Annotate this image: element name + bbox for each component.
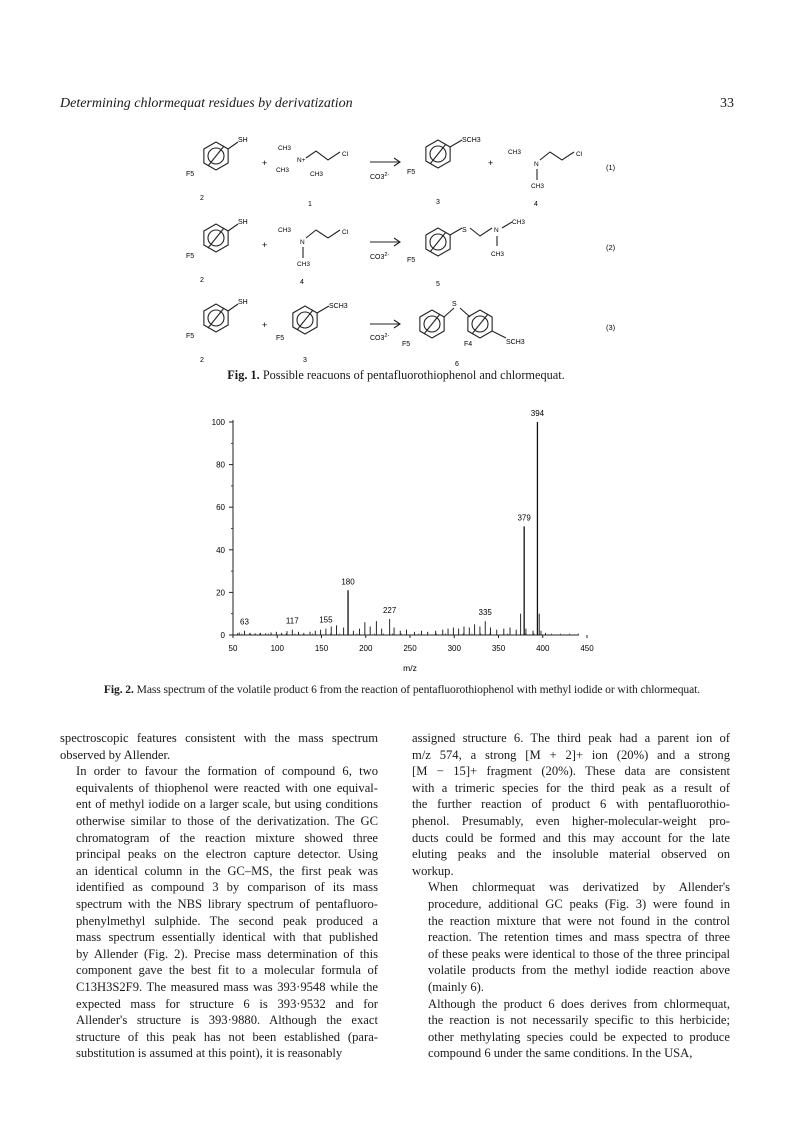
reaction-arrow-2 [370, 238, 400, 246]
s-label-5: S [462, 227, 467, 234]
peak-label-155: 155 [319, 615, 333, 625]
text-line: When chlormequat was derivatized by Allender's [428, 880, 730, 895]
compound-number-1: 1 [308, 201, 312, 208]
figure-2-caption [42, 683, 762, 696]
reactant-2-row1-number: 2 [200, 195, 204, 202]
figure-1-caption [0, 368, 792, 383]
chain-4-row2 [306, 230, 340, 238]
text-line: mass spectrum essentially identical with that published [76, 930, 378, 945]
figure-2-caption-text: Mass spectrum of the volatile product 6 from the reaction of pentafluorothiophenol with methyl iodide or with chlormequat. [136, 683, 701, 696]
reaction-number-3: (3) [606, 323, 616, 332]
text-line: by Allender (Fig. 2). Precise mass determination of this [76, 946, 378, 961]
x-tick-label: 450 [580, 644, 594, 653]
product-3-bond [450, 140, 462, 147]
x-tick-label: 200 [359, 644, 373, 653]
text-line: ent of methyl iodide on a larger scale, but using conditions [76, 797, 378, 812]
compound-number-6: 6 [455, 361, 459, 368]
text-line: otherwise similar to those of the derivatization. The GC [76, 813, 378, 828]
text-line: ducts could be formed and this may account for the late [412, 830, 730, 845]
ch3-label-1c: CH3 [310, 171, 324, 178]
peak-label-63: 63 [240, 617, 249, 627]
figure-2-label: Fig. 2. [103, 683, 134, 696]
text-line: m/z 574, a strong [M + 2]+ ion (20%) and a strong [412, 747, 730, 762]
right-text-column [412, 730, 730, 1062]
ch3-label-1a: CH3 [278, 145, 292, 152]
x-tick-label: 350 [491, 644, 506, 653]
f5-label-product-6: F5 [402, 341, 411, 348]
right-column-paragraph-3 [412, 996, 730, 1062]
reaction-number-1: (1) [606, 163, 616, 172]
cl-label-4: Cl [576, 151, 583, 158]
text-line: component gave the best fit to a molecular formula of [76, 963, 378, 978]
text-line: In order to favour the formation of compound 6, two [76, 764, 378, 779]
text-line: compound 6 under the same conditions. In the USA, [428, 1046, 693, 1061]
text-line: phenol. Presumably, even higher-molecular-weight pro- [412, 813, 730, 828]
text-line: spectrum with the NBS library spectrum of pentafluoro- [76, 896, 378, 911]
product-5-methyl-bond [502, 222, 512, 228]
text-line: the further reaction of product 6 with pentafluorothio- [412, 797, 730, 812]
reactant-2-row1-bond [228, 142, 238, 149]
plus-sign-row2: + [262, 240, 268, 250]
ch3-label-4b: CH3 [531, 183, 545, 190]
x-tick-label: 400 [536, 644, 550, 653]
text-line: C13H3S2F9. The measured mass was 393·9548 while the [76, 979, 378, 994]
x-tick-label: 50 [228, 644, 238, 653]
y-tick-label: 80 [216, 460, 225, 470]
ch3-label-1b: CH3 [276, 167, 290, 174]
text-line: expected mass for structure 6 is 393·9532 and for [76, 996, 378, 1011]
text-line: phenylmethyl sulphide. The second peak produced a [76, 913, 378, 928]
ch3-label-4a: CH3 [508, 149, 522, 156]
cl-label-row2: Cl [342, 229, 349, 236]
peak-label-335: 335 [478, 608, 492, 618]
reactant-2-row2-ring [204, 224, 228, 252]
carbonate-label-1: $CO3^{2-}$ [370, 172, 390, 181]
x-tick-label: 100 [270, 644, 284, 653]
left-column-paragraph-2 [60, 763, 378, 1062]
product-6-bond-b [460, 308, 470, 317]
plus-sign-row1: + [262, 158, 268, 168]
figure-1-caption-text: Possible reacuons of pentafluorothiophenol and chlormequat. [262, 368, 565, 382]
text-line: workup. [412, 863, 454, 878]
ch3-label-5a: CH3 [512, 219, 526, 226]
reactant-2-row3-sh-label: SH [238, 299, 248, 306]
product-6-bond-c [492, 331, 506, 338]
text-line: assigned structure 6. The third peak had a parent ion of [412, 731, 730, 745]
text-line: procedure, additional GC peaks (Fig. 3) were found in [428, 896, 730, 911]
f5-label-reactant-3: F5 [276, 335, 285, 342]
text-line: the reaction is not necessarily specific to this herbicide; [428, 1013, 730, 1028]
product-6-bond-a [444, 308, 454, 317]
reactant-2-row3-number: 2 [200, 357, 204, 364]
peak-label-117: 117 [285, 616, 299, 626]
compound-number-4-row1: 4 [534, 201, 538, 208]
reaction-scheme-figure [150, 124, 670, 374]
left-column-paragraph-1 [60, 730, 378, 763]
ch3-label-5b: CH3 [491, 251, 505, 258]
peak-label-394: 394 [530, 409, 545, 418]
reaction-arrow-3 [370, 320, 400, 328]
x-tick-label: 250 [403, 644, 417, 653]
product-5-ring [426, 228, 450, 256]
y-tick-label: 100 [211, 418, 225, 427]
text-line: Although the product 6 does derives from chlormequat, [428, 996, 730, 1011]
reactant-3-ring-row3 [293, 306, 317, 334]
reactant-2-row1-f5-label: F5 [186, 171, 195, 178]
compound-number-3-row1: 3 [436, 199, 440, 206]
chlormequat-chain [306, 151, 340, 160]
n-label-4: N [534, 161, 539, 168]
reactant-2-row2-number: 2 [200, 277, 204, 284]
peak-label-180: 180 [341, 577, 355, 587]
text-line: eluting peaks and the insoluble material observed on [412, 847, 730, 862]
reactant-3-bond [317, 306, 329, 313]
left-text-column [60, 730, 378, 1062]
y-tick-label: 0 [220, 631, 225, 640]
reactant-2-row1-ring [204, 142, 228, 170]
x-tick-label: 300 [447, 644, 461, 653]
sch3-label-row3b: SCH3 [506, 339, 525, 346]
n-plus-label: N+ [297, 157, 306, 164]
reactant-2-row3-bond [228, 304, 238, 311]
mass-spectrum-chart [195, 400, 595, 680]
ch3-label-4c: CH3 [278, 227, 292, 234]
compound-number-4-row2: 4 [300, 279, 304, 286]
peak-label-227: 227 [382, 606, 397, 616]
n-label-4b: N [300, 239, 305, 246]
s-label-6: S [452, 301, 457, 308]
chain-4-row1 [540, 152, 574, 160]
reactant-2-row3-f5-label: F5 [186, 333, 195, 340]
carbonate-label-3: $CO3^{2-}$ [370, 333, 390, 342]
text-line: substitution is assumed at this point), it is reasonably [76, 1046, 343, 1061]
text-line: spectroscopic features consistent with the mass spectrum [60, 731, 378, 745]
text-line: chromatogram of the reaction mixture showed three [76, 830, 378, 845]
text-line: (mainly 6). [428, 979, 484, 994]
ch3-label-4d: CH3 [297, 261, 311, 268]
right-column-paragraph-2 [412, 879, 730, 995]
plus-sign-row1b: + [488, 158, 494, 168]
text-line: equivalents of thiophenol were reacted with one equival- [76, 780, 378, 795]
running-title: Determining chlormequat residues by derivatization [60, 96, 353, 111]
product-5-chain [470, 228, 492, 236]
compound-number-3-row3: 3 [303, 357, 307, 364]
reactant-2-row2-sh-label: SH [238, 219, 248, 226]
f5-label-product-5: F5 [407, 257, 416, 264]
right-column-paragraph-1 [412, 730, 730, 879]
text-line: observed by Allender. [60, 747, 171, 762]
sch3-label-row3: SCH3 [329, 303, 348, 310]
text-line: identified as compound 3 by comparison of its mass [76, 880, 378, 895]
text-line: structure of this peak has not been established (para- [76, 1029, 378, 1044]
cl-label-1: Cl [342, 151, 349, 158]
text-line: other methylating species could be expected to produce [428, 1029, 730, 1044]
carbonate-label-2: $CO3^{2-}$ [370, 252, 390, 261]
y-tick-label: 20 [216, 588, 225, 598]
product-5-s-bond [450, 228, 462, 235]
text-line: principal peaks on the electron capture detector. Using [76, 847, 378, 862]
product-6-ring-b [468, 310, 492, 338]
x-tick-label: 150 [314, 644, 329, 653]
reaction-scheme [150, 124, 670, 374]
product-6-ring-a [420, 310, 444, 338]
y-tick-label: 60 [216, 503, 225, 513]
text-line: reaction. The retention times and mass spectra of three [428, 930, 730, 945]
compound-number-5: 5 [436, 281, 440, 288]
reaction-arrow-1 [370, 158, 400, 166]
reactant-2-row2-f5-label: F5 [186, 253, 195, 260]
text-line: with a trimeric species for the third peak as a result of [412, 780, 730, 795]
text-line: of these peaks were identical to those of the three principal [428, 946, 730, 961]
f5-label-product-3: F5 [407, 169, 416, 176]
text-line: the reaction mixture that were not found in the control [428, 913, 730, 928]
text-line: Allender's structure is 393·9880. Although the exact [76, 1013, 378, 1028]
text-line: an identical column in the GC–MS, the first peak was [76, 863, 378, 878]
text-line: [M − 15]+ fragment (20%). These data are consistent [412, 764, 730, 779]
reaction-number-2: (2) [606, 243, 616, 252]
y-tick-label: 40 [216, 545, 225, 555]
mass-spectrum-plot [195, 400, 595, 680]
reactant-2-row3-ring [204, 304, 228, 332]
plus-sign-row3: + [262, 320, 268, 330]
n-label-5: N [494, 227, 499, 234]
text-line: volatile products from the methyl iodide reaction above [428, 963, 730, 978]
figure-1-label: Fig. 1. [227, 368, 260, 382]
product-3-ring-row1 [426, 140, 450, 168]
reactant-2-row1-sh-label: SH [238, 137, 248, 144]
f4-label-product-6: F4 [464, 341, 473, 348]
page-number: 33 [720, 96, 734, 111]
x-axis-title: m/z [403, 663, 417, 673]
peak-label-379: 379 [517, 513, 531, 523]
reactant-2-row2-bond [228, 224, 238, 231]
sch3-label-row1: SCH3 [462, 137, 481, 144]
